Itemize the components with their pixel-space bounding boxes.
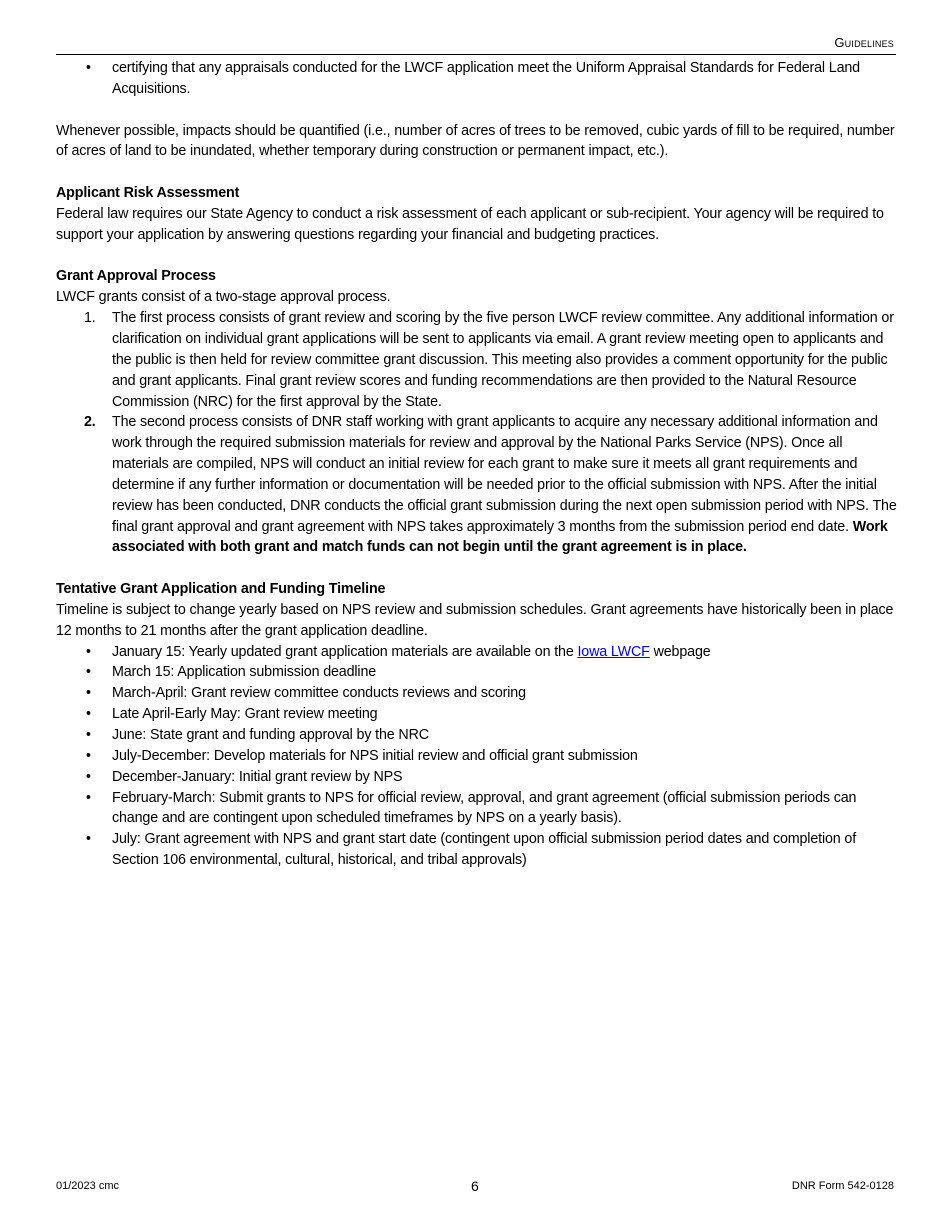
step-text: The first process consists of grant review and scoring by the five person LWCF review committee. Any additional information or clarification on individual grant applications will be sent to applicants via email. A grant review meeting open to applicants and the public is then held for review committee grant discussion. This meeting also provides a comment opportunity for the public and grant applicants. Final grant review scores and funding recommendations are then provided to the Natural Resource Commission (NRC) for the first approval by the State.	[112, 310, 894, 410]
iowa-lwcf-link[interactable]: Iowa LWCF	[577, 643, 650, 660]
page-header	[56, 34, 896, 55]
header-title: Guidelines	[834, 35, 894, 50]
step-number: 2.	[84, 414, 96, 431]
timeline-intro: Timeline is subject to change yearly based on NPS review and submission schedules. Grant agreements have historically been in place 12 months to 21 months after the grant application deadline.	[56, 601, 894, 639]
list-item: • Late April-Early May: Grant review meeting	[56, 704, 898, 725]
list-item: • certifying that any appraisals conducted for the LWCF application meet the Uniform Appraisal Standards for Federal Land Acquisitions.	[56, 58, 898, 100]
step-bold-note: Work associated with both grant and match funds can not begin until the grant agreement is in place.	[112, 518, 888, 556]
item-text: webpage	[649, 643, 711, 660]
impacts-paragraph: Whenever possible, impacts should be quantified (i.e., number of acres of trees to be removed, cubic yards of fill to be required, number of acres of land to be inundated, whether temporary during construction or permanent impact, etc.).	[56, 122, 895, 160]
approval-heading: Grant Approval Process	[56, 268, 216, 285]
list-item: • March-April: Grant review committee conducts reviews and scoring	[56, 683, 898, 704]
list-item: • July-December: Develop materials for NPS initial review and official grant submission	[56, 746, 898, 767]
item-text: January 15: Yearly updated grant application materials are available on the	[112, 643, 578, 660]
list-item: • March 15: Application submission deadline	[56, 662, 898, 683]
risk-text: Federal law requires our State Agency to conduct a risk assessment of each applicant or sub-recipient. Your agency will be required to support your application by answering questions regarding your financial and budgeting practices.	[56, 205, 884, 243]
intro-list	[56, 58, 898, 100]
timeline-heading: Tentative Grant Application and Funding Timeline	[56, 581, 386, 598]
list-item: • February-March: Submit grants to NPS for official review, approval, and grant agreement (official submission periods can change and are contingent upon scheduled timeframes by NPS on a yearly basis).	[56, 788, 898, 830]
list-item	[56, 642, 898, 663]
footer-date: 01/2023 cmc	[56, 1180, 119, 1192]
document-body	[56, 58, 898, 871]
approval-steps	[56, 308, 898, 558]
step-text: The second process consists of DNR staff working with grant applicants to acquire any necessary additional information and work through the required submission materials for review and approval by the National Parks Service (NPS). Once all materials are compiled, NPS will conduct an initial review for each grant to make sure it meets all grant requirements and determine if any further information or documentation will be needed prior to the official submission with NPS. After the initial review has been conducted, DNR conducts the official grant submission during the next open submission period with NPS. The final grant approval and grant agreement with NPS takes approximately 3 months from the submission period end date.	[112, 414, 897, 535]
page-number: 6	[471, 1178, 479, 1194]
footer-form-number: DNR Form 542-0128	[791, 1180, 894, 1192]
risk-heading: Applicant Risk Assessment	[56, 185, 240, 202]
list-item: • June: State grant and funding approval by the NRC	[56, 725, 898, 746]
approval-step-2	[56, 412, 898, 558]
approval-intro: LWCF grants consist of a two-stage approval process.	[56, 289, 391, 306]
approval-step-1	[56, 308, 898, 412]
list-item: • December-January: Initial grant review by NPS	[56, 767, 898, 788]
step-number: 1.	[84, 310, 96, 327]
timeline-list	[56, 642, 898, 871]
list-item: • July: Grant agreement with NPS and grant start date (contingent upon official submission period dates and completion of Section 106 environmental, cultural, historical, and tribal approvals)	[56, 829, 898, 871]
